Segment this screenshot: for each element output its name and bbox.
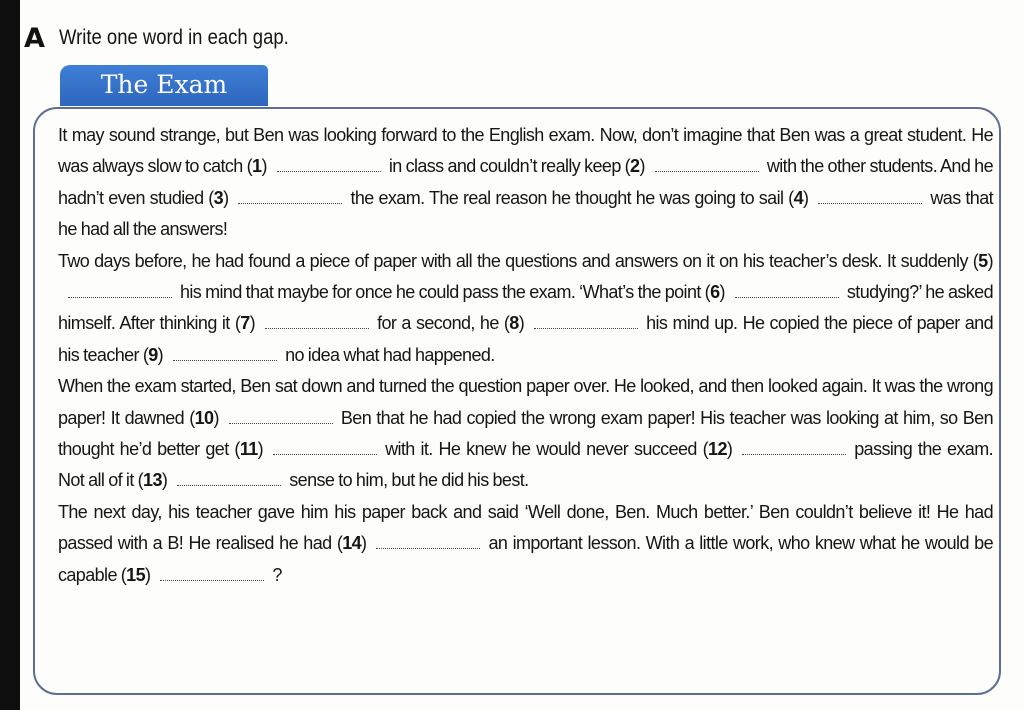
passage-text-segment: ) xyxy=(261,156,267,177)
passage-paragraph xyxy=(58,246,993,372)
passage-text-segment: ) xyxy=(726,439,733,460)
passage-text-segment: ) xyxy=(361,533,367,554)
passage-text-segment: Ben that he had copied the wrong exam paper! His teacher was looking at him, so Ben thought he’d better get ( xyxy=(58,407,993,460)
answer-gap-2[interactable] xyxy=(655,161,759,172)
answer-gap-11[interactable] xyxy=(273,444,377,455)
passage-title-tab xyxy=(60,65,268,106)
gap-number: 3 xyxy=(213,187,224,208)
passage-text-segment: studying?’ he asked himself. After thinking it ( xyxy=(58,282,993,334)
section-letter: A xyxy=(24,22,45,54)
passage-text-segment: ) xyxy=(803,187,809,208)
gap-number: 12 xyxy=(708,439,727,460)
passage-text-segment: no idea what had happened. xyxy=(285,344,495,365)
passage-paragraph xyxy=(58,371,993,497)
answer-gap-7[interactable] xyxy=(265,318,369,329)
passage-text-segment: passing the exam. Not all of it ( xyxy=(58,439,993,491)
answer-gap-10[interactable] xyxy=(229,413,333,424)
passage-text-segment: in class and couldn’t really keep ( xyxy=(388,156,631,177)
gap-number: 8 xyxy=(509,313,519,334)
passage-text-segment: ) xyxy=(249,313,256,334)
answer-gap-5[interactable] xyxy=(68,287,172,298)
passage-text-segment: ) xyxy=(161,470,168,491)
passage-text-segment: his mind that maybe for once he could pass the exam. ‘What’s the point ( xyxy=(180,282,711,303)
answer-gap-9[interactable] xyxy=(173,350,277,361)
passage-title: The Exam xyxy=(100,70,228,99)
gap-number: 2 xyxy=(630,156,640,177)
answer-gap-14[interactable] xyxy=(376,538,480,549)
gap-number: 6 xyxy=(710,282,720,303)
passage-text-segment: ) xyxy=(157,344,164,365)
instruction-text: Write one word in each gap. xyxy=(58,26,289,49)
passage-text xyxy=(58,120,993,591)
answer-gap-3[interactable] xyxy=(238,193,342,204)
passage-text-segment: ) xyxy=(213,407,219,428)
answer-gap-6[interactable] xyxy=(735,287,839,298)
passage-text-segment: When the exam started, Ben sat down and turned the question paper over. He looked, and then looked again. It was the wrong paper! It dawned ( xyxy=(58,376,993,428)
answer-gap-12[interactable] xyxy=(742,444,846,455)
gap-number: 1 xyxy=(252,156,262,177)
gap-number: 4 xyxy=(793,187,803,208)
gap-number: 10 xyxy=(194,407,214,428)
passage-text-segment: ? xyxy=(272,564,282,585)
gap-number: 13 xyxy=(143,470,162,491)
passage-text-segment: the exam. The real reason he thought he was going to sail ( xyxy=(350,187,794,208)
gap-number: 5 xyxy=(978,250,988,271)
exercise-instruction xyxy=(24,20,320,56)
gap-number: 15 xyxy=(126,564,145,585)
answer-gap-1[interactable] xyxy=(277,161,381,172)
answer-gap-8[interactable] xyxy=(534,318,638,329)
answer-gap-15[interactable] xyxy=(160,570,264,581)
passage-paragraph xyxy=(58,120,993,246)
gap-number: 9 xyxy=(148,344,158,365)
passage-text-segment: was that he had all the answers! xyxy=(58,187,994,240)
passage-text-segment: ) xyxy=(223,187,229,208)
passage-text-segment: an important lesson. With a little work, who knew what he would be capable ( xyxy=(58,533,993,585)
passage-text-segment: his mind up. He copied the piece of paper and his teacher ( xyxy=(58,313,994,365)
gap-number: 14 xyxy=(342,533,362,554)
passage-text-segment: ) xyxy=(987,250,993,271)
passage-text-segment: The next day, his teacher gave him his paper back and said ‘Well done, Ben. Much better.’ Ben couldn’t believe it! He had passed with a B! He realised he had ( xyxy=(58,501,993,554)
gap-number: 11 xyxy=(239,439,258,460)
passage-text-segment: ) xyxy=(257,439,264,460)
passage-paragraph xyxy=(58,497,993,591)
passage-text-segment: for a second, he ( xyxy=(377,313,510,334)
passage-text-segment: ) xyxy=(518,313,525,334)
passage-text-segment: ) xyxy=(719,282,725,303)
passage-text-segment: sense to him, but he did his best. xyxy=(289,470,529,491)
page-edge-shadow xyxy=(0,0,20,710)
answer-gap-4[interactable] xyxy=(818,193,922,204)
gap-number: 7 xyxy=(240,313,250,334)
passage-text-segment: with the other students. And he hadn’t even studied ( xyxy=(58,156,993,208)
passage-text-segment: ) xyxy=(639,156,645,177)
passage-text-segment: with it. He knew he would never succeed ( xyxy=(385,439,709,460)
answer-gap-13[interactable] xyxy=(177,475,281,486)
passage-text-segment: ) xyxy=(144,564,151,585)
passage-text-segment: Two days before, he had found a piece of paper with all the questions and answers on it on his teacher’s desk. It suddenly ( xyxy=(58,250,979,271)
passage-text-segment: It may sound strange, but Ben was looking forward to the English exam. Now, don’t imagine that Ben was a great student. He was always slow to catch ( xyxy=(58,125,993,177)
